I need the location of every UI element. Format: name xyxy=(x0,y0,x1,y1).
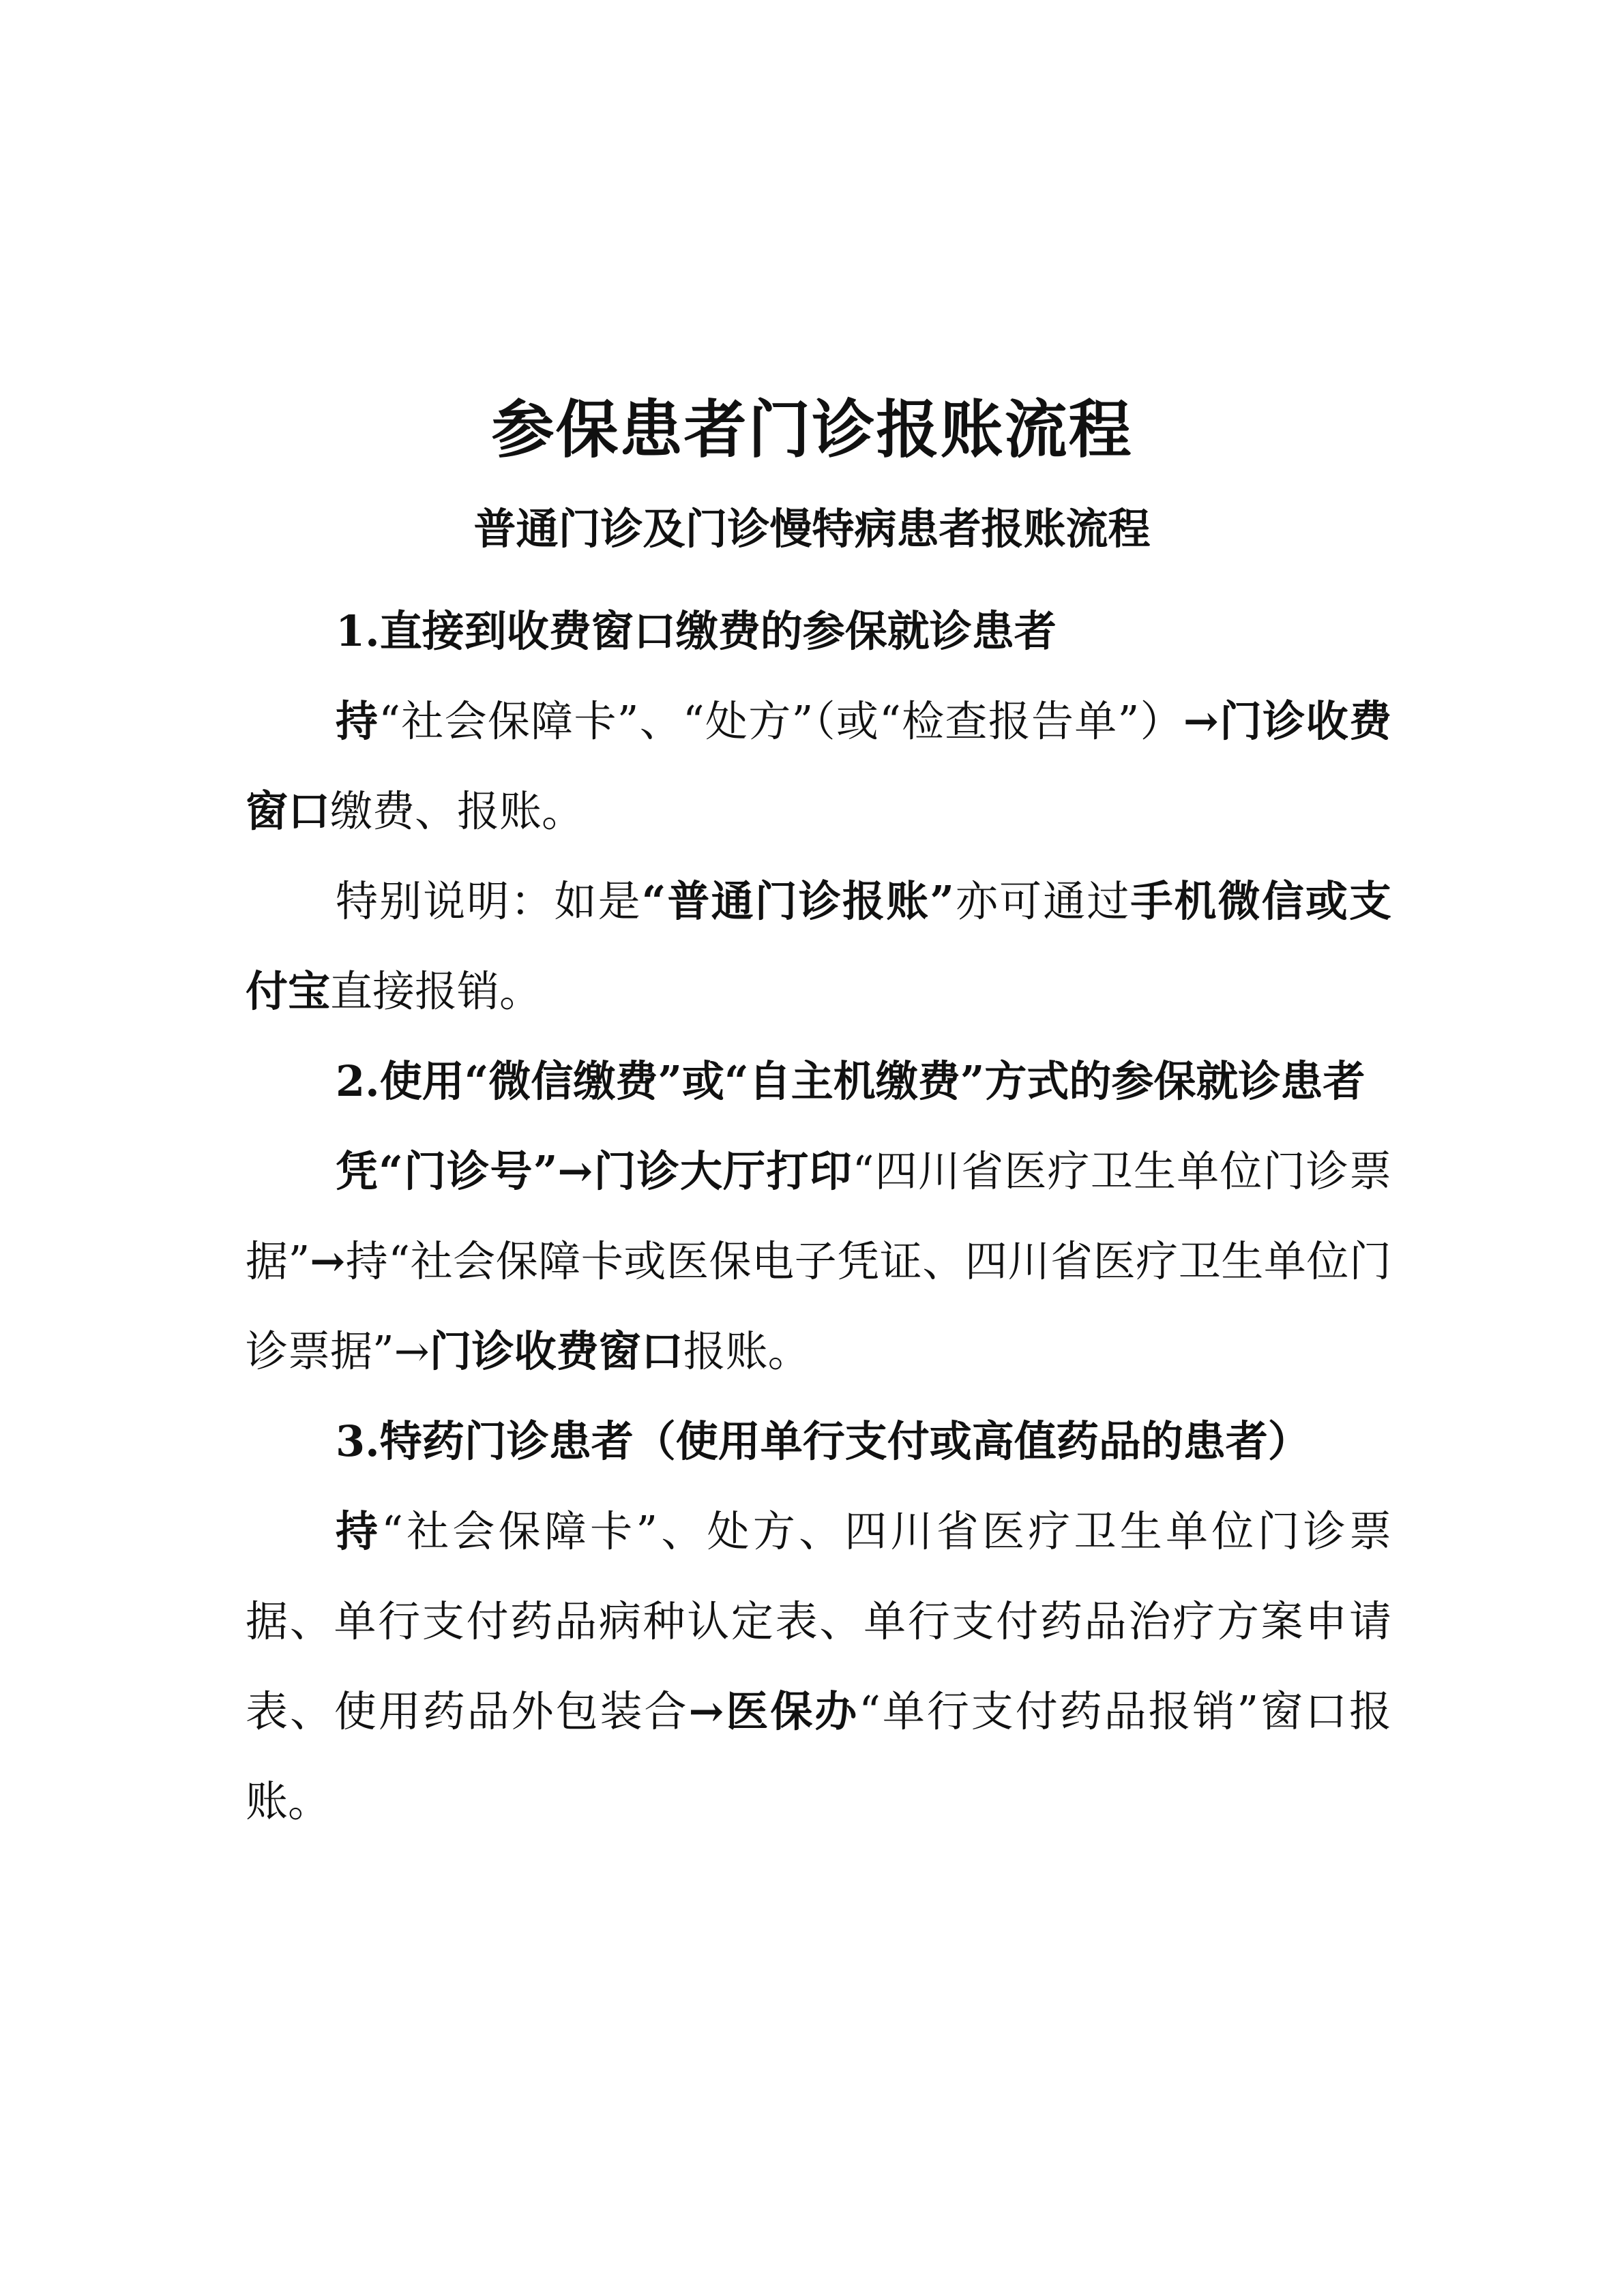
section-3-documents: “社会保障卡”、处方、四川省医疗卫生单位门诊票据、单行支付药品病种认定表、单行支付药品治疗方案申请表、使用药品外包装合 xyxy=(246,1506,1391,1736)
section-1-window: →门诊收费窗口 xyxy=(246,696,1391,836)
section-1-note xyxy=(246,856,1391,1037)
note-intro: 特别说明：如是 xyxy=(336,876,642,926)
section-2-arrow: → xyxy=(310,1236,346,1286)
document-title: 参保患者门诊报账流程 xyxy=(491,393,1133,466)
section-3-heading: 3.特药门诊患者（使用单行支付或高值药品的患者） xyxy=(336,1416,1310,1466)
note-direct: 直接报销。 xyxy=(330,966,542,1016)
section-2-paragraph xyxy=(246,1127,1391,1397)
section-1-hold: 持 xyxy=(336,696,379,746)
section-3-paragraph xyxy=(246,1487,1391,1847)
note-general-outpatient: “普通门诊报账” xyxy=(641,876,954,926)
document-subtitle: 普通门诊及门诊慢特病患者报账流程 xyxy=(473,504,1151,554)
section-3-hold: 持 xyxy=(336,1506,382,1556)
section-1-paragraph xyxy=(246,676,1391,856)
section-1-heading: 1.直接到收费窗口缴费的参保就诊患者 xyxy=(336,606,1057,656)
section-2-action: 报账。 xyxy=(683,1326,810,1376)
section-2-hold-docs: 持“社会保障卡或医保电子凭证、四川省医疗卫生单位门诊票据”→ xyxy=(246,1236,1391,1376)
section-3-window: “单行支付药品报销”窗口报账。 xyxy=(246,1686,1391,1826)
section-1-documents: “社会保障卡”、“处方”（或“检查报告单”） xyxy=(379,696,1183,746)
section-2-window: 门诊收费窗口 xyxy=(429,1326,683,1376)
note-via: 亦可通过 xyxy=(954,876,1131,926)
document-body xyxy=(246,586,1391,1847)
section-2-step-print: 凭“门诊号”→门诊大厅打印 xyxy=(336,1146,853,1196)
section-2-heading: 2.使用“微信缴费”或“自主机缴费”方式的参保就诊患者 xyxy=(336,1056,1365,1106)
section-3-office: →医保办 xyxy=(688,1686,859,1736)
section-2-receipt: “四川省医疗卫生单位门诊票据” xyxy=(246,1146,1392,1286)
section-1-action: 缴费、报账。 xyxy=(330,786,585,836)
note-wechat-alipay: 手机微信或支付宝 xyxy=(246,876,1391,1016)
